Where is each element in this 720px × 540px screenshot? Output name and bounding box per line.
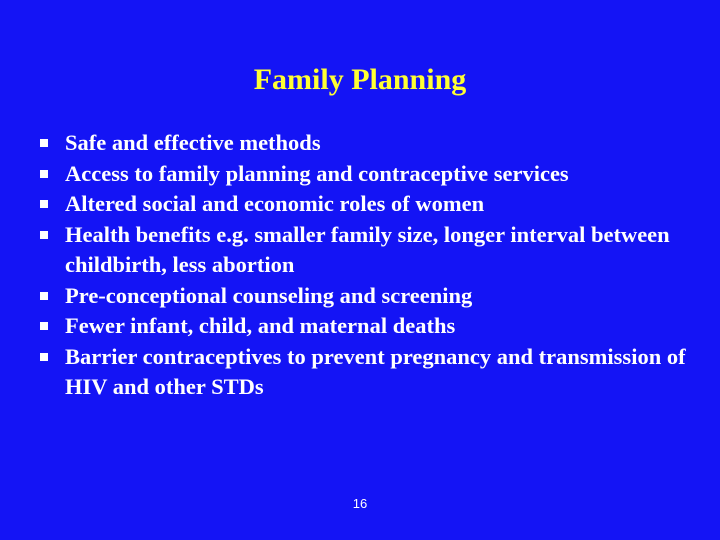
bullet-list	[34, 128, 694, 403]
bullet-item	[34, 342, 694, 403]
bullet-text: Access to family planning and contraceptive services	[65, 160, 569, 186]
bullet-item	[34, 189, 694, 220]
bullet-item	[34, 281, 694, 312]
bullet-item	[34, 220, 694, 281]
bullet-text: Pre-conceptional counseling and screening	[65, 282, 473, 308]
square-bullet-icon	[40, 292, 48, 300]
bullet-item	[34, 159, 694, 190]
bullet-item	[34, 311, 694, 342]
square-bullet-icon	[40, 353, 48, 361]
page-number: 16	[352, 496, 368, 511]
bullet-text: Safe and effective methods	[65, 130, 321, 155]
bullet-text: Altered social and economic roles of women	[65, 191, 485, 216]
bullet-text: Health benefits e.g. smaller family size, longer interval between childbirth, less abortion	[65, 221, 670, 277]
bullet-text: Barrier contraceptives to prevent pregnancy and transmission of HIV and other STDs	[65, 343, 686, 399]
square-bullet-icon	[40, 200, 48, 208]
bullet-item	[34, 128, 694, 159]
square-bullet-icon	[40, 322, 48, 330]
slide-title: Family Planning	[253, 63, 467, 96]
bullet-text: Fewer infant, child, and maternal deaths	[65, 313, 456, 338]
square-bullet-icon	[40, 231, 48, 239]
square-bullet-icon	[40, 170, 48, 178]
square-bullet-icon	[40, 139, 48, 147]
